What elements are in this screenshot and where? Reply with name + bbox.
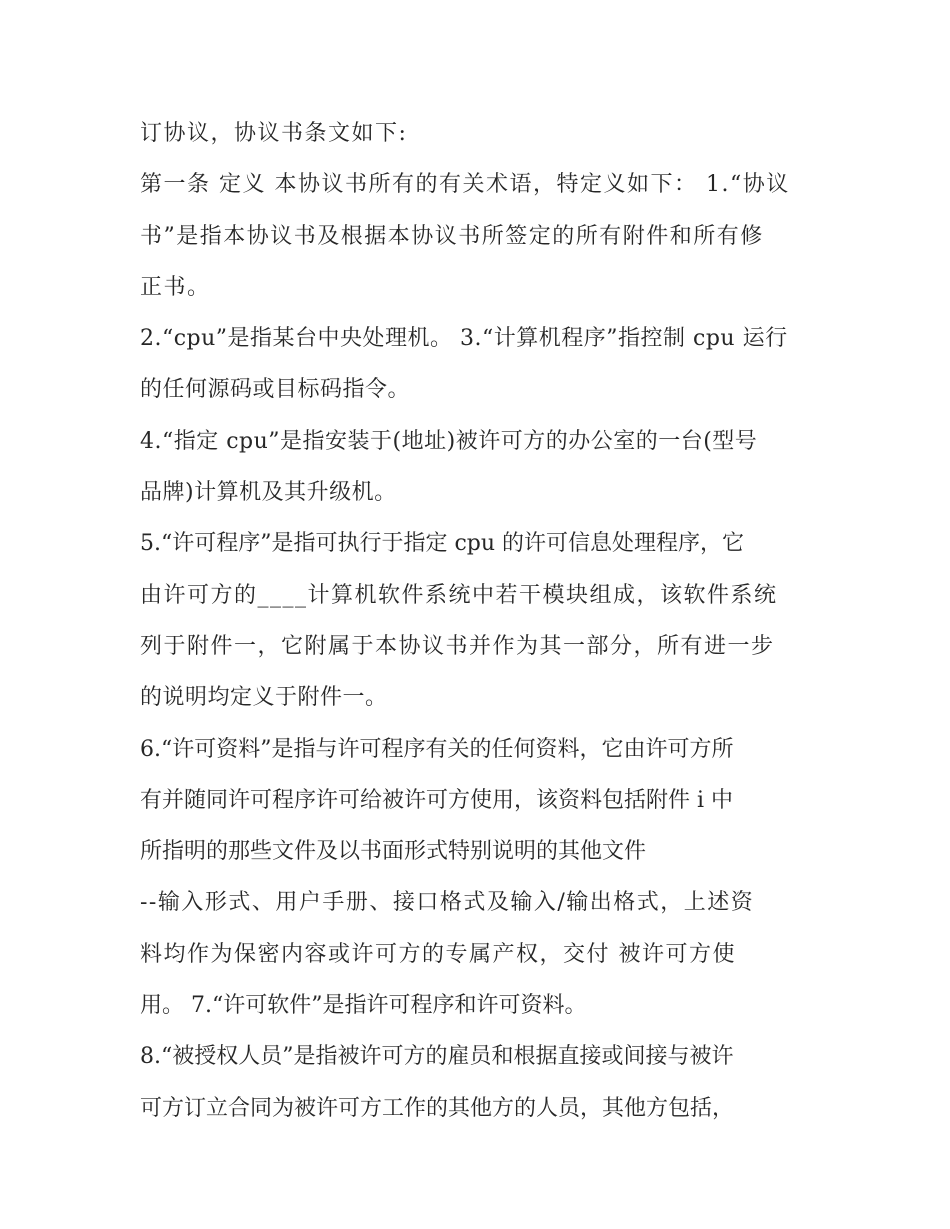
text-line: 书”是指本协议书及根据本协议书所签定的所有附件和所有修 <box>140 223 764 249</box>
text-line: 可方订立合同为被许可方工作的其他方的人员，其他方包括， <box>140 1095 735 1121</box>
text-line: 由许可方的____计算机软件系统中若干模块组成，该软件系统 <box>140 582 778 608</box>
text-line: 有并随同许可程序许可给被许可方使用，该资料包括附件 i 中 <box>140 787 734 813</box>
text-line: 用。 7.“许可软件”是指许可程序和许可资料。 <box>140 993 587 1019</box>
text-line: 2.“cpu”是指某台中央处理机。 3.“计算机程序”指控制 cpu 运行 <box>140 326 788 352</box>
text-line: 第一条 定义 本协议书所有的有关术语，特定义如下： 1.“协议 <box>140 172 790 198</box>
text-line: 列于附件一，它附属于本协议书并作为其一部分，所有进一步 <box>140 633 775 659</box>
text-line: 的说明均定义于附件一。 <box>140 685 388 711</box>
text-line: 料均作为保密内容或许可方的专属产权，交付 被许可方使 <box>140 941 736 967</box>
document-body <box>140 108 820 1134</box>
text-line: 5.“许可程序”是指可执行于指定 cpu 的许可信息处理程序，它 <box>140 531 745 557</box>
text-line: 品牌)计算机及其升级机。 <box>140 480 397 506</box>
text-line: 6.“许可资料”是指与许可程序有关的任何资料，它由许可方所 <box>140 736 734 762</box>
text-line: 4.“指定 cpu”是指安装于(地址)被许可方的办公室的一台(型号 <box>140 428 758 454</box>
text-line: 的任何源码或目标码指令。 <box>140 377 411 403</box>
text-line: --输入形式、用户手册、接口格式及输入/输出格式，上述资 <box>140 890 755 916</box>
text-line: 正书。 <box>140 274 211 300</box>
text-line: 订协议，协议书条文如下: <box>140 121 408 146</box>
text-line: 8.“被授权人员”是指被许可方的雇员和根据直接或间接与被许 <box>140 1044 734 1070</box>
text-line: 所指明的那些文件及以书面形式特别说明的其他文件 <box>140 839 647 865</box>
